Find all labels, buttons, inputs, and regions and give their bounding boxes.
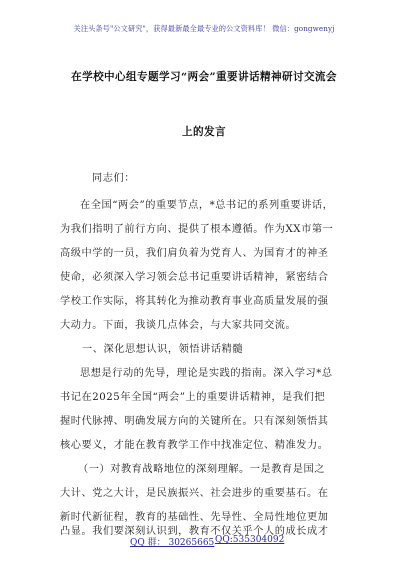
- paragraph-line: 高级中学的一员，我们肩负着为党育人、为国育才的神圣: [60, 248, 329, 259]
- section-heading: 一、深化思想认识，领悟讲话精髓: [82, 344, 244, 355]
- paragraph-line: 学校工作实际，将其转化为推动教育事业高质量发展的强: [60, 296, 329, 307]
- paragraph-line: 思想是行动的先导，理论是实践的指南。深入学习*总: [80, 368, 333, 379]
- paragraph-line: 为我们指明了前行方向、提供了根本遵循。作为XX市第一: [60, 224, 334, 235]
- paragraph-line: 凸显。我们要深刻认识到，教育不仅关乎个人的成长成才: [60, 526, 329, 537]
- paragraph-line: 使命，必须深入学习领会总书记重要讲话精神，紧密结合: [60, 272, 329, 283]
- qq-contact-link[interactable]: QQ:535304092: [215, 535, 285, 545]
- paragraph-line: 新时代新征程，教育的基础性、先导性、全局性地位更加: [60, 512, 329, 523]
- footer-contact: [0, 535, 408, 551]
- paragraph-line: 大计、党之大计，是民族振兴、社会进步的重要基石。在: [60, 488, 329, 499]
- salutation: 同志们：: [92, 173, 135, 184]
- paragraph-line: 握时代脉搏、明确发展方向的关键所在。只有深刻领悟其: [60, 416, 329, 427]
- document-title: 在学校中心组专题学习“两会”重要讲话精神研讨交流会: [71, 71, 337, 83]
- subsection-heading: （一）对教育战略地位的深刻理解。一是教育是国之: [78, 464, 325, 475]
- document-title-continued: 上的发言: [182, 126, 226, 138]
- paragraph-line: 核心要义，才能在教育教学工作中找准定位、精准发力。: [60, 440, 329, 451]
- paragraph-line: 书记在2025年全国“两会”上的重要讲话精神，是我们把: [60, 392, 326, 403]
- paragraph-line: 大动力。下面，我谈几点体会，与大家共同交流。: [60, 320, 297, 331]
- qq-group-link[interactable]: QQ 群： 30265665: [130, 538, 215, 548]
- header-promo-note: 关注头条号"公文研究"，获得最新最全最专业的公文资料库！ 微信：gongwenyj: [73, 24, 335, 33]
- paragraph-line: 在全国“两会”的重要节点，*总书记的系列重要讲话，: [80, 200, 334, 211]
